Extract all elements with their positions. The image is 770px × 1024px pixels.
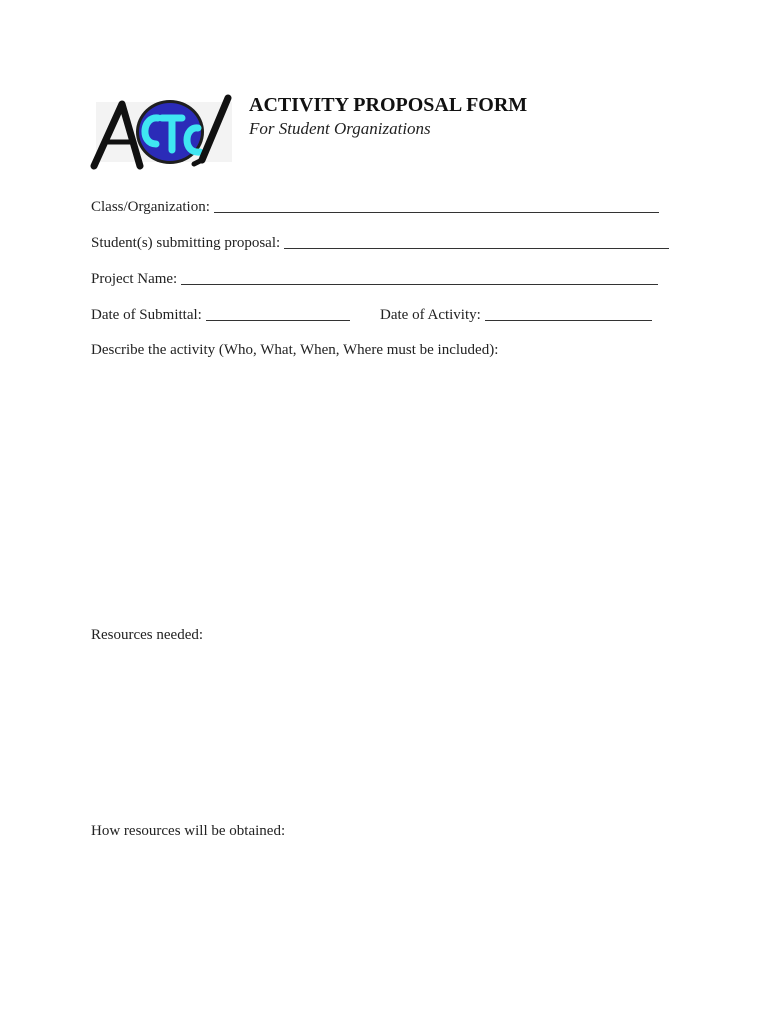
form-header [249, 93, 527, 140]
date-submittal-row [91, 304, 350, 325]
students-label: Student(s) submitting proposal: [91, 235, 281, 251]
class-organization-label: Class/Organization: [91, 199, 210, 215]
date-submittal-field[interactable] [206, 306, 350, 321]
date-activity-label: Date of Activity: [380, 307, 481, 323]
describe-activity-area[interactable] [91, 364, 671, 614]
resources-obtained-area[interactable] [91, 846, 671, 1006]
date-submittal-label: Date of Submittal: [91, 307, 202, 323]
resources-obtained-label: How resources will be obtained: [91, 823, 286, 839]
form-subtitle: For Student Organizations [249, 119, 431, 138]
students-field[interactable] [284, 234, 669, 249]
date-activity-field[interactable] [485, 306, 652, 321]
actc-logo [90, 94, 240, 174]
describe-activity-label: Describe the activity (Who, What, When, Where must be included): [91, 342, 499, 358]
date-activity-row [380, 304, 652, 325]
project-name-label: Project Name: [91, 271, 178, 287]
students-row [91, 232, 669, 253]
project-name-row [91, 268, 658, 289]
resources-needed-area[interactable] [91, 650, 671, 810]
form-title: ACTIVITY PROPOSAL FORM [249, 94, 528, 116]
project-name-field[interactable] [181, 270, 658, 285]
class-organization-field[interactable] [214, 198, 659, 213]
resources-needed-label: Resources needed: [91, 627, 204, 643]
class-organization-row [91, 196, 659, 217]
